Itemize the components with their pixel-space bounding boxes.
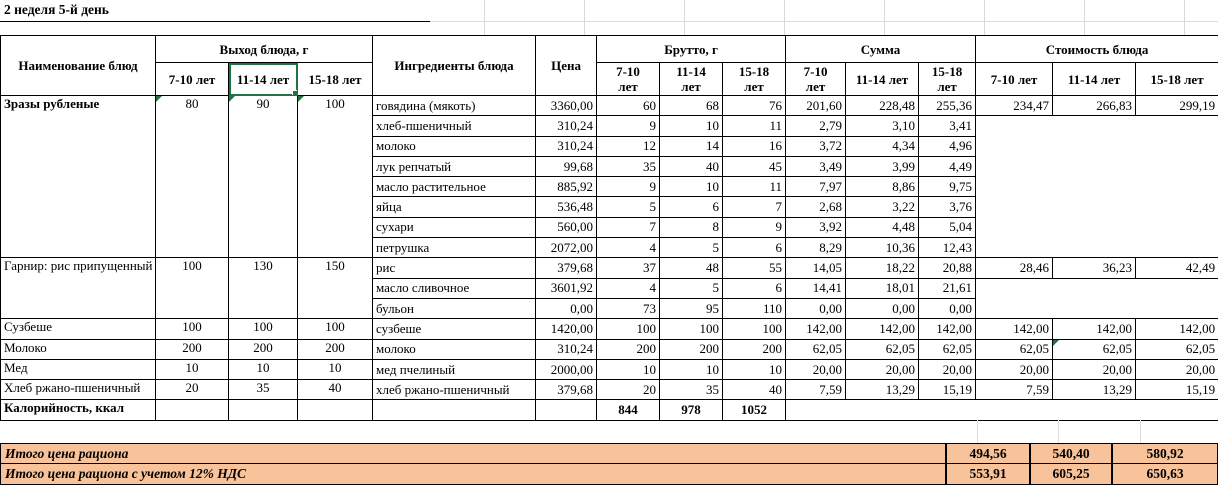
price-cell[interactable]: 560,00 <box>536 217 597 237</box>
gross-cell[interactable]: 10 <box>660 359 723 379</box>
gross-cell[interactable]: 4 <box>597 238 660 258</box>
sum-cell[interactable]: 3,76 <box>919 197 976 217</box>
output-cell[interactable]: 200 <box>298 339 373 359</box>
gross-cell[interactable]: 100 <box>597 319 660 339</box>
empty-merged-cell[interactable] <box>786 400 1218 420</box>
gross-cell[interactable]: 68 <box>660 96 723 116</box>
empty-cell[interactable] <box>298 400 373 420</box>
sum-cell[interactable]: 0,00 <box>919 298 976 318</box>
table-row <box>1 359 1218 379</box>
output-cell[interactable]: 100 <box>298 96 373 258</box>
totals-value-cell[interactable]: 605,25 <box>1030 464 1112 485</box>
gross-cell[interactable]: 5 <box>597 197 660 217</box>
sum-cell[interactable]: 20,88 <box>919 258 976 278</box>
gross-cell[interactable]: 10 <box>660 177 723 197</box>
output-cell[interactable]: 10 <box>229 359 298 379</box>
gross-cell[interactable]: 8 <box>660 217 723 237</box>
sum-cell[interactable]: 201,60 <box>786 96 846 116</box>
ingredient-cell[interactable]: рис <box>373 258 536 278</box>
cost-merged-empty-cell[interactable] <box>976 278 1218 319</box>
gross-cell[interactable]: 5 <box>660 278 723 298</box>
col-header-output-age-11-14-selected[interactable]: 11-14 лет <box>229 63 298 96</box>
sum-cell[interactable]: 62,05 <box>786 339 846 359</box>
col-header-gross-age-7-10[interactable]: 7-10 лет <box>597 63 660 96</box>
sum-cell[interactable]: 142,00 <box>786 319 846 339</box>
sum-cell[interactable]: 3,22 <box>846 197 919 217</box>
cost-cell[interactable]: 62,05 <box>976 339 1053 359</box>
cost-cell[interactable]: 20,00 <box>1136 359 1218 379</box>
gross-cell[interactable]: 100 <box>660 319 723 339</box>
gross-cell[interactable]: 73 <box>597 298 660 318</box>
output-cell[interactable]: 100 <box>156 319 229 339</box>
gross-cell[interactable]: 16 <box>723 136 786 156</box>
ingredient-cell[interactable]: яйца <box>373 197 536 217</box>
gross-cell[interactable]: 4 <box>597 278 660 298</box>
price-cell[interactable]: 3360,00 <box>536 96 597 116</box>
output-cell[interactable]: 35 <box>229 380 298 400</box>
ingredient-cell[interactable]: мед пчелиный <box>373 359 536 379</box>
gridline <box>1140 420 1141 443</box>
cost-cell[interactable]: 234,47 <box>976 96 1053 116</box>
gross-cell[interactable]: 35 <box>597 156 660 176</box>
totals-row <box>0 443 1218 464</box>
totals-value-cell[interactable]: 494,56 <box>946 443 1030 464</box>
col-header-gross-age-15-18[interactable]: 15-18 лет <box>723 63 786 96</box>
cost-cell[interactable]: 20,00 <box>976 359 1053 379</box>
price-cell[interactable]: 379,68 <box>536 380 597 400</box>
gross-cell[interactable]: 11 <box>723 177 786 197</box>
output-cell[interactable]: 100 <box>156 258 229 319</box>
col-header-output[interactable]: Выход блюда, г <box>156 36 373 63</box>
cost-cell[interactable]: 266,83 <box>1053 96 1136 116</box>
gross-cell[interactable]: 48 <box>660 258 723 278</box>
col-header-output-age-7-10[interactable]: 7-10 лет <box>156 63 229 96</box>
output-cell[interactable]: 100 <box>229 319 298 339</box>
sum-cell[interactable]: 3,49 <box>786 156 846 176</box>
cost-cell[interactable]: 13,29 <box>1053 380 1136 400</box>
output-cell[interactable]: 130 <box>229 258 298 319</box>
ingredient-cell[interactable]: хлеб-пшеничный <box>373 116 536 136</box>
cost-cell[interactable]: 62,05 <box>1136 339 1218 359</box>
gross-cell[interactable]: 5 <box>660 238 723 258</box>
output-cell[interactable]: 200 <box>156 339 229 359</box>
sum-cell[interactable]: 18,01 <box>846 278 919 298</box>
sum-cell[interactable]: 3,10 <box>846 116 919 136</box>
totals-value-cell[interactable]: 580,92 <box>1112 443 1218 464</box>
cost-cell[interactable]: 142,00 <box>1136 319 1218 339</box>
menu-table <box>0 35 1218 421</box>
ingredient-cell[interactable]: молоко <box>373 136 536 156</box>
totals-label-cell[interactable]: Итого цена рациона с учетом 12% НДС <box>0 464 946 485</box>
cost-cell[interactable]: 7,59 <box>976 380 1053 400</box>
cost-cell[interactable]: 20,00 <box>1053 359 1136 379</box>
sum-cell[interactable]: 8,29 <box>786 238 846 258</box>
sum-cell[interactable]: 20,00 <box>786 359 846 379</box>
output-cell[interactable]: 100 <box>298 319 373 339</box>
gross-cell[interactable]: 10 <box>723 359 786 379</box>
totals-value-cell[interactable]: 553,91 <box>946 464 1030 485</box>
cost-cell[interactable]: 36,23 <box>1053 258 1136 278</box>
col-header-sum-age-7-10[interactable]: 7-10 лет <box>786 63 846 96</box>
price-cell[interactable]: 379,68 <box>536 258 597 278</box>
output-cell[interactable]: 150 <box>298 258 373 319</box>
sheet-title: 2 неделя 5-й день <box>4 2 109 17</box>
price-cell[interactable]: 0,00 <box>536 298 597 318</box>
calories-value-cell[interactable]: 844 <box>597 400 660 420</box>
empty-cell[interactable] <box>373 400 536 420</box>
col-header-output-age-15-18[interactable]: 15-18 лет <box>298 63 373 96</box>
gross-cell[interactable]: 100 <box>723 319 786 339</box>
gross-cell[interactable]: 7 <box>723 197 786 217</box>
col-header-cost-age-7-10[interactable]: 7-10 лет <box>976 63 1053 96</box>
gross-cell[interactable]: 10 <box>597 359 660 379</box>
gross-cell[interactable]: 9 <box>597 177 660 197</box>
sum-cell[interactable]: 18,22 <box>846 258 919 278</box>
gross-cell[interactable]: 7 <box>597 217 660 237</box>
output-cell[interactable]: 40 <box>298 380 373 400</box>
empty-cell[interactable] <box>536 400 597 420</box>
sum-cell[interactable]: 2,79 <box>786 116 846 136</box>
output-cell[interactable]: 10 <box>298 359 373 379</box>
sum-cell[interactable]: 0,00 <box>786 298 846 318</box>
sum-cell[interactable]: 0,00 <box>846 298 919 318</box>
cost-cell[interactable]: 62,05 <box>1053 339 1136 359</box>
col-header-cost[interactable]: Стоимость блюда <box>976 36 1218 63</box>
ingredient-cell[interactable]: масло растительное <box>373 177 536 197</box>
gross-cell[interactable]: 11 <box>723 116 786 136</box>
dish-name-cell[interactable]: Гарнир: рис припущенный <box>1 258 156 319</box>
sum-cell[interactable]: 20,00 <box>846 359 919 379</box>
sheet-title-cell[interactable] <box>0 0 434 22</box>
output-cell[interactable]: 10 <box>156 359 229 379</box>
gross-cell[interactable]: 9 <box>723 217 786 237</box>
output-cell[interactable]: 90 <box>229 96 298 258</box>
sum-cell[interactable]: 21,61 <box>919 278 976 298</box>
output-cell[interactable]: 80 <box>156 96 229 258</box>
price-cell[interactable]: 310,24 <box>536 339 597 359</box>
top-strip <box>0 0 1218 35</box>
col-header-gross[interactable]: Брутто, г <box>597 36 786 63</box>
empty-cell[interactable] <box>229 400 298 420</box>
col-header-sum-age-11-14[interactable]: 11-14 лет <box>846 63 919 96</box>
ingredient-cell[interactable]: масло сливочное <box>373 278 536 298</box>
cost-cell[interactable]: 15,19 <box>1136 380 1218 400</box>
cost-cell[interactable]: 28,46 <box>976 258 1053 278</box>
sum-cell[interactable]: 14,41 <box>786 278 846 298</box>
gross-cell[interactable]: 37 <box>597 258 660 278</box>
table-row <box>1 96 1218 116</box>
col-header-price[interactable]: Цена <box>536 36 597 96</box>
gross-cell[interactable]: 95 <box>660 298 723 318</box>
dish-name-cell[interactable]: Молоко <box>1 339 156 359</box>
cost-cell[interactable]: 42,49 <box>1136 258 1218 278</box>
gross-cell[interactable]: 45 <box>723 156 786 176</box>
sum-cell[interactable]: 2,68 <box>786 197 846 217</box>
price-cell[interactable]: 1420,00 <box>536 319 597 339</box>
sum-cell[interactable]: 4,96 <box>919 136 976 156</box>
totals-value-cell[interactable]: 650,63 <box>1112 464 1218 485</box>
sum-cell[interactable]: 12,43 <box>919 238 976 258</box>
sum-cell[interactable]: 228,48 <box>846 96 919 116</box>
gridline <box>977 420 978 443</box>
sum-cell[interactable]: 15,19 <box>919 380 976 400</box>
ingredient-cell[interactable]: говядина (мякоть) <box>373 96 536 116</box>
dish-name-cell[interactable]: Мед <box>1 359 156 379</box>
sum-cell[interactable]: 3,41 <box>919 116 976 136</box>
price-cell[interactable]: 99,68 <box>536 156 597 176</box>
gross-cell[interactable]: 12 <box>597 136 660 156</box>
sum-cell[interactable]: 20,00 <box>919 359 976 379</box>
sum-cell[interactable]: 7,97 <box>786 177 846 197</box>
totals-label-cell[interactable]: Итого цена рациона <box>0 443 946 464</box>
background-gridlines <box>385 0 1218 35</box>
dish-name-cell[interactable]: Хлеб ржано-пшеничный <box>1 380 156 400</box>
sum-cell[interactable]: 142,00 <box>846 319 919 339</box>
sum-cell[interactable]: 3,92 <box>786 217 846 237</box>
price-cell[interactable]: 885,92 <box>536 177 597 197</box>
gross-cell[interactable]: 6 <box>723 278 786 298</box>
sum-cell[interactable]: 62,05 <box>919 339 976 359</box>
sum-cell[interactable]: 4,49 <box>919 156 976 176</box>
sum-cell[interactable]: 14,05 <box>786 258 846 278</box>
calories-value-cell[interactable]: 978 <box>660 400 723 420</box>
gross-cell[interactable]: 35 <box>660 380 723 400</box>
sum-cell[interactable]: 13,29 <box>846 380 919 400</box>
gross-cell[interactable]: 6 <box>723 238 786 258</box>
sum-cell[interactable]: 3,99 <box>846 156 919 176</box>
sum-cell[interactable]: 142,00 <box>919 319 976 339</box>
gross-cell[interactable]: 76 <box>723 96 786 116</box>
price-cell[interactable]: 2072,00 <box>536 238 597 258</box>
table-row <box>1 258 1218 278</box>
gross-cell[interactable]: 10 <box>660 116 723 136</box>
price-cell[interactable]: 3601,92 <box>536 278 597 298</box>
ingredient-cell[interactable]: бульон <box>373 298 536 318</box>
calories-value-cell[interactable]: 1052 <box>723 400 786 420</box>
gross-cell[interactable]: 9 <box>597 116 660 136</box>
cost-cell[interactable]: 299,19 <box>1136 96 1218 116</box>
output-cell[interactable]: 200 <box>229 339 298 359</box>
col-header-sum-age-15-18[interactable]: 15-18 лет <box>919 63 976 96</box>
sum-cell[interactable]: 10,36 <box>846 238 919 258</box>
ingredient-cell[interactable]: хлеб ржано-пшеничный <box>373 380 536 400</box>
header-row-ages <box>1 63 1218 96</box>
totals-value-cell[interactable]: 540,40 <box>1030 443 1112 464</box>
cost-merged-empty-cell[interactable] <box>976 116 1218 258</box>
empty-cell[interactable] <box>156 400 229 420</box>
ingredient-cell[interactable]: петрушка <box>373 238 536 258</box>
ingredient-cell[interactable]: лук репчатый <box>373 156 536 176</box>
col-header-cost-age-11-14[interactable]: 11-14 лет <box>1053 63 1136 96</box>
ingredient-cell[interactable]: сухари <box>373 217 536 237</box>
gross-cell[interactable]: 200 <box>597 339 660 359</box>
col-header-ingredients[interactable]: Ингредиенты блюда <box>373 36 536 96</box>
gross-cell[interactable]: 20 <box>597 380 660 400</box>
cost-cell[interactable]: 142,00 <box>976 319 1053 339</box>
sum-cell[interactable]: 3,72 <box>786 136 846 156</box>
col-header-sum[interactable]: Сумма <box>786 36 976 63</box>
gridline <box>430 21 1218 22</box>
sum-cell[interactable]: 4,48 <box>846 217 919 237</box>
totals-row <box>0 464 1218 485</box>
col-header-cost-age-15-18[interactable]: 15-18 лет <box>1136 63 1218 96</box>
price-cell[interactable]: 310,24 <box>536 116 597 136</box>
ingredient-cell[interactable]: сузбеше <box>373 319 536 339</box>
sum-cell[interactable]: 62,05 <box>846 339 919 359</box>
gross-cell[interactable]: 55 <box>723 258 786 278</box>
gridline <box>1058 420 1059 443</box>
dish-name-cell[interactable]: Сузбеше <box>1 319 156 339</box>
gross-cell[interactable]: 110 <box>723 298 786 318</box>
table-row <box>1 339 1218 359</box>
output-cell[interactable]: 20 <box>156 380 229 400</box>
sum-cell[interactable]: 7,59 <box>786 380 846 400</box>
gross-cell[interactable]: 14 <box>660 136 723 156</box>
gross-cell[interactable]: 40 <box>723 380 786 400</box>
sum-cell[interactable]: 8,86 <box>846 177 919 197</box>
totals-section <box>0 443 1218 485</box>
gross-cell[interactable]: 6 <box>660 197 723 217</box>
price-cell[interactable]: 310,24 <box>536 136 597 156</box>
header-row-groups <box>1 36 1218 63</box>
calories-label-cell[interactable]: Калорийность, ккал <box>1 400 156 420</box>
gross-cell[interactable]: 40 <box>660 156 723 176</box>
calories-row <box>1 400 1218 420</box>
sum-cell[interactable]: 9,75 <box>919 177 976 197</box>
col-header-dish-name[interactable]: Наименование блюд <box>1 36 156 96</box>
table-row <box>1 319 1218 339</box>
sum-cell[interactable]: 5,04 <box>919 217 976 237</box>
price-cell[interactable]: 536,48 <box>536 197 597 217</box>
col-header-gross-age-11-14[interactable]: 11-14 лет <box>660 63 723 96</box>
gross-cell[interactable]: 200 <box>660 339 723 359</box>
ingredient-cell[interactable]: молоко <box>373 339 536 359</box>
gross-cell[interactable]: 200 <box>723 339 786 359</box>
sum-cell[interactable]: 255,36 <box>919 96 976 116</box>
price-cell[interactable]: 2000,00 <box>536 359 597 379</box>
dish-name-cell[interactable]: Зразы рубленые <box>1 96 156 258</box>
gross-cell[interactable]: 60 <box>597 96 660 116</box>
cost-cell[interactable]: 142,00 <box>1053 319 1136 339</box>
table-row <box>1 380 1218 400</box>
sum-cell[interactable]: 4,34 <box>846 136 919 156</box>
